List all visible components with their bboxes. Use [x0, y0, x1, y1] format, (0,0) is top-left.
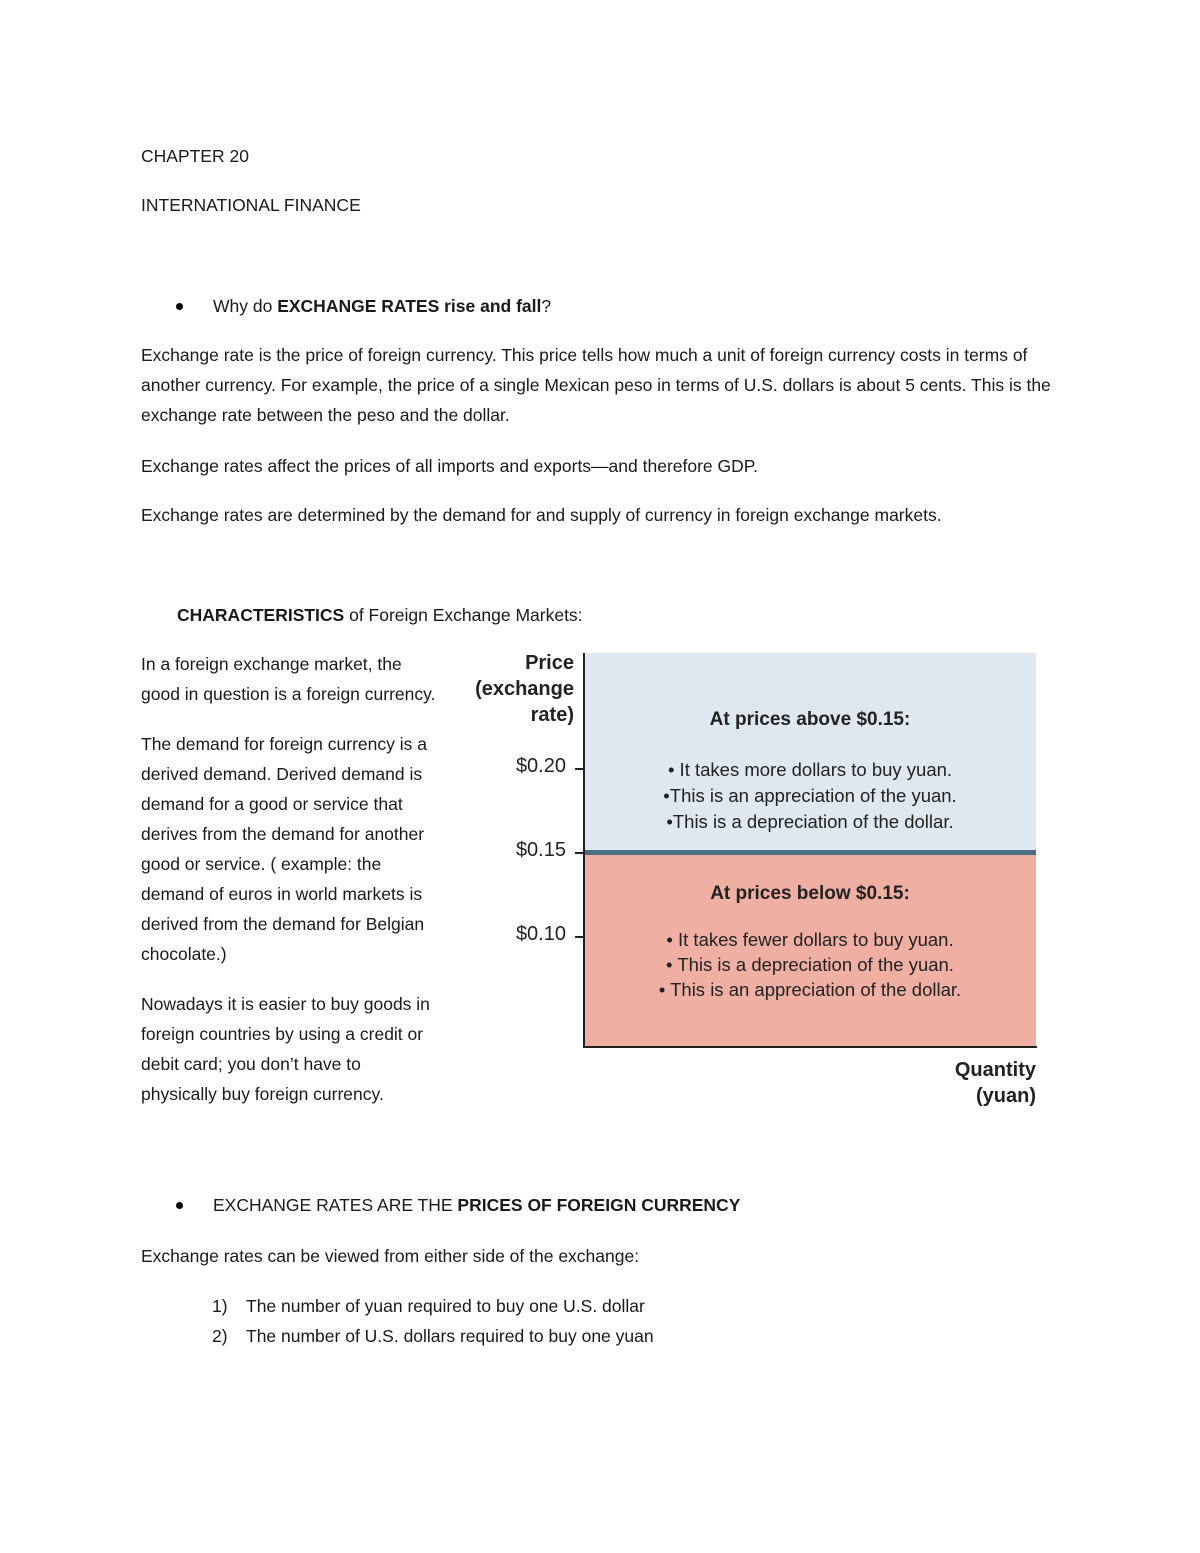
characteristics-bold: CHARACTERISTICS: [177, 605, 345, 625]
chart-x-axis-label-line: Quantity: [954, 1059, 1036, 1081]
characteristics-rest: of Foreign Exchange Markets:: [344, 605, 583, 625]
question-2-bold: PRICES OF FOREIGN CURRENCY: [457, 1195, 741, 1215]
characteristic-1: In a foreign exchange market, the good in question is a foreign currency.: [141, 654, 436, 704]
question-1-bold: EXCHANGE RATES rise and fall: [277, 296, 542, 316]
characteristics-column: [141, 649, 441, 1129]
subject-heading: INTERNATIONAL FINANCE: [141, 195, 361, 215]
list-item: [212, 1291, 654, 1321]
characteristics-heading: [177, 600, 583, 630]
chart-equilibrium-line: [584, 850, 1036, 855]
chart-y-tick-label: $0.15: [515, 839, 566, 861]
chart-x-axis: [583, 1046, 1037, 1048]
chart-x-axis-label: [896, 1057, 1036, 1109]
chart-y-axis-label: [454, 650, 574, 728]
chart-below-item-1: • It takes fewer dollars to buy yuan.: [666, 929, 954, 950]
chart-y-tick-label: $0.10: [515, 923, 566, 945]
bullet-question-1: [141, 291, 551, 321]
list-item-number: 1): [212, 1296, 228, 1316]
numbered-list: [212, 1291, 654, 1351]
question-1-text: [213, 291, 551, 321]
foreign-exchange-chart: [470, 645, 1050, 1115]
list-item: [212, 1321, 654, 1351]
bullet-question-2: [141, 1190, 740, 1220]
characteristic-3: Nowadays it is easier to buy goods in foreign countries by using a credit or debit card; you don’t have to physically buy foreign currency.: [141, 994, 430, 1104]
chart-above-item-1: • It takes more dollars to buy yuan.: [667, 759, 953, 780]
chart-y-tick-mark: [575, 852, 583, 854]
chart-y-axis-label-line: (exchange: [475, 678, 574, 700]
chart-y-tick-mark: [575, 768, 583, 770]
paragraph-exchange-rate-gdp: Exchange rates affect the prices of all imports and exports—and therefore GDP.: [141, 456, 759, 476]
chart-above-title: At prices above $0.15:: [709, 709, 911, 730]
chart-y-tick-label: $0.20: [515, 755, 566, 777]
chart-below-item-2: • This is a depreciation of the yuan.: [666, 954, 954, 975]
question-2-text: [213, 1190, 740, 1220]
question-1-suffix: ?: [541, 296, 552, 316]
list-item-text: The number of U.S. dollars required to buy one yuan: [246, 1326, 654, 1346]
paragraph-exchange-rate-determination: Exchange rates are determined by the demand for and supply of currency in foreign exchange markets.: [141, 505, 942, 525]
paragraph-either-side: Exchange rates can be viewed from either side of the exchange:: [141, 1246, 640, 1266]
chart-y-axis-label-line: Price: [525, 652, 574, 674]
chart-below-item-3: • This is an appreciation of the dollar.: [658, 979, 962, 1000]
list-item-text: The number of yuan required to buy one U.S. dollar: [246, 1296, 645, 1316]
chart-below-title: At prices below $0.15:: [710, 883, 910, 904]
chart-x-axis-label-line: (yuan): [976, 1085, 1036, 1107]
chart-y-tick-mark: [575, 936, 583, 938]
question-1-prefix: Why do: [213, 296, 278, 316]
chart-above-item-2: •This is an appreciation of the yuan.: [663, 785, 957, 806]
chart-above-item-3: •This is a depreciation of the dollar.: [666, 811, 954, 832]
paragraph-exchange-rate-definition: Exchange rate is the price of foreign currency. This price tells how much a unit of foreign currency costs in terms of another currency. For example, the price of a single Mexican peso in terms of U.S. dollars is about 5 cents. This is the exchange rate between the peso and the dollar.: [141, 345, 1051, 425]
chapter-heading: CHAPTER 20: [141, 146, 249, 166]
bullet-icon: [176, 303, 183, 310]
list-item-number: 2): [212, 1326, 228, 1346]
bullet-icon: [176, 1202, 183, 1209]
characteristic-2: The demand for foreign currency is a derived demand. Derived demand is demand for a good or service that derives from the demand for another good or service. ( example: the demand of euros in world markets is derived from the demand for Belgian chocolate.): [141, 734, 427, 964]
question-2-prefix: EXCHANGE RATES ARE THE: [213, 1195, 458, 1215]
chart-y-axis-label-line: rate): [530, 704, 574, 726]
